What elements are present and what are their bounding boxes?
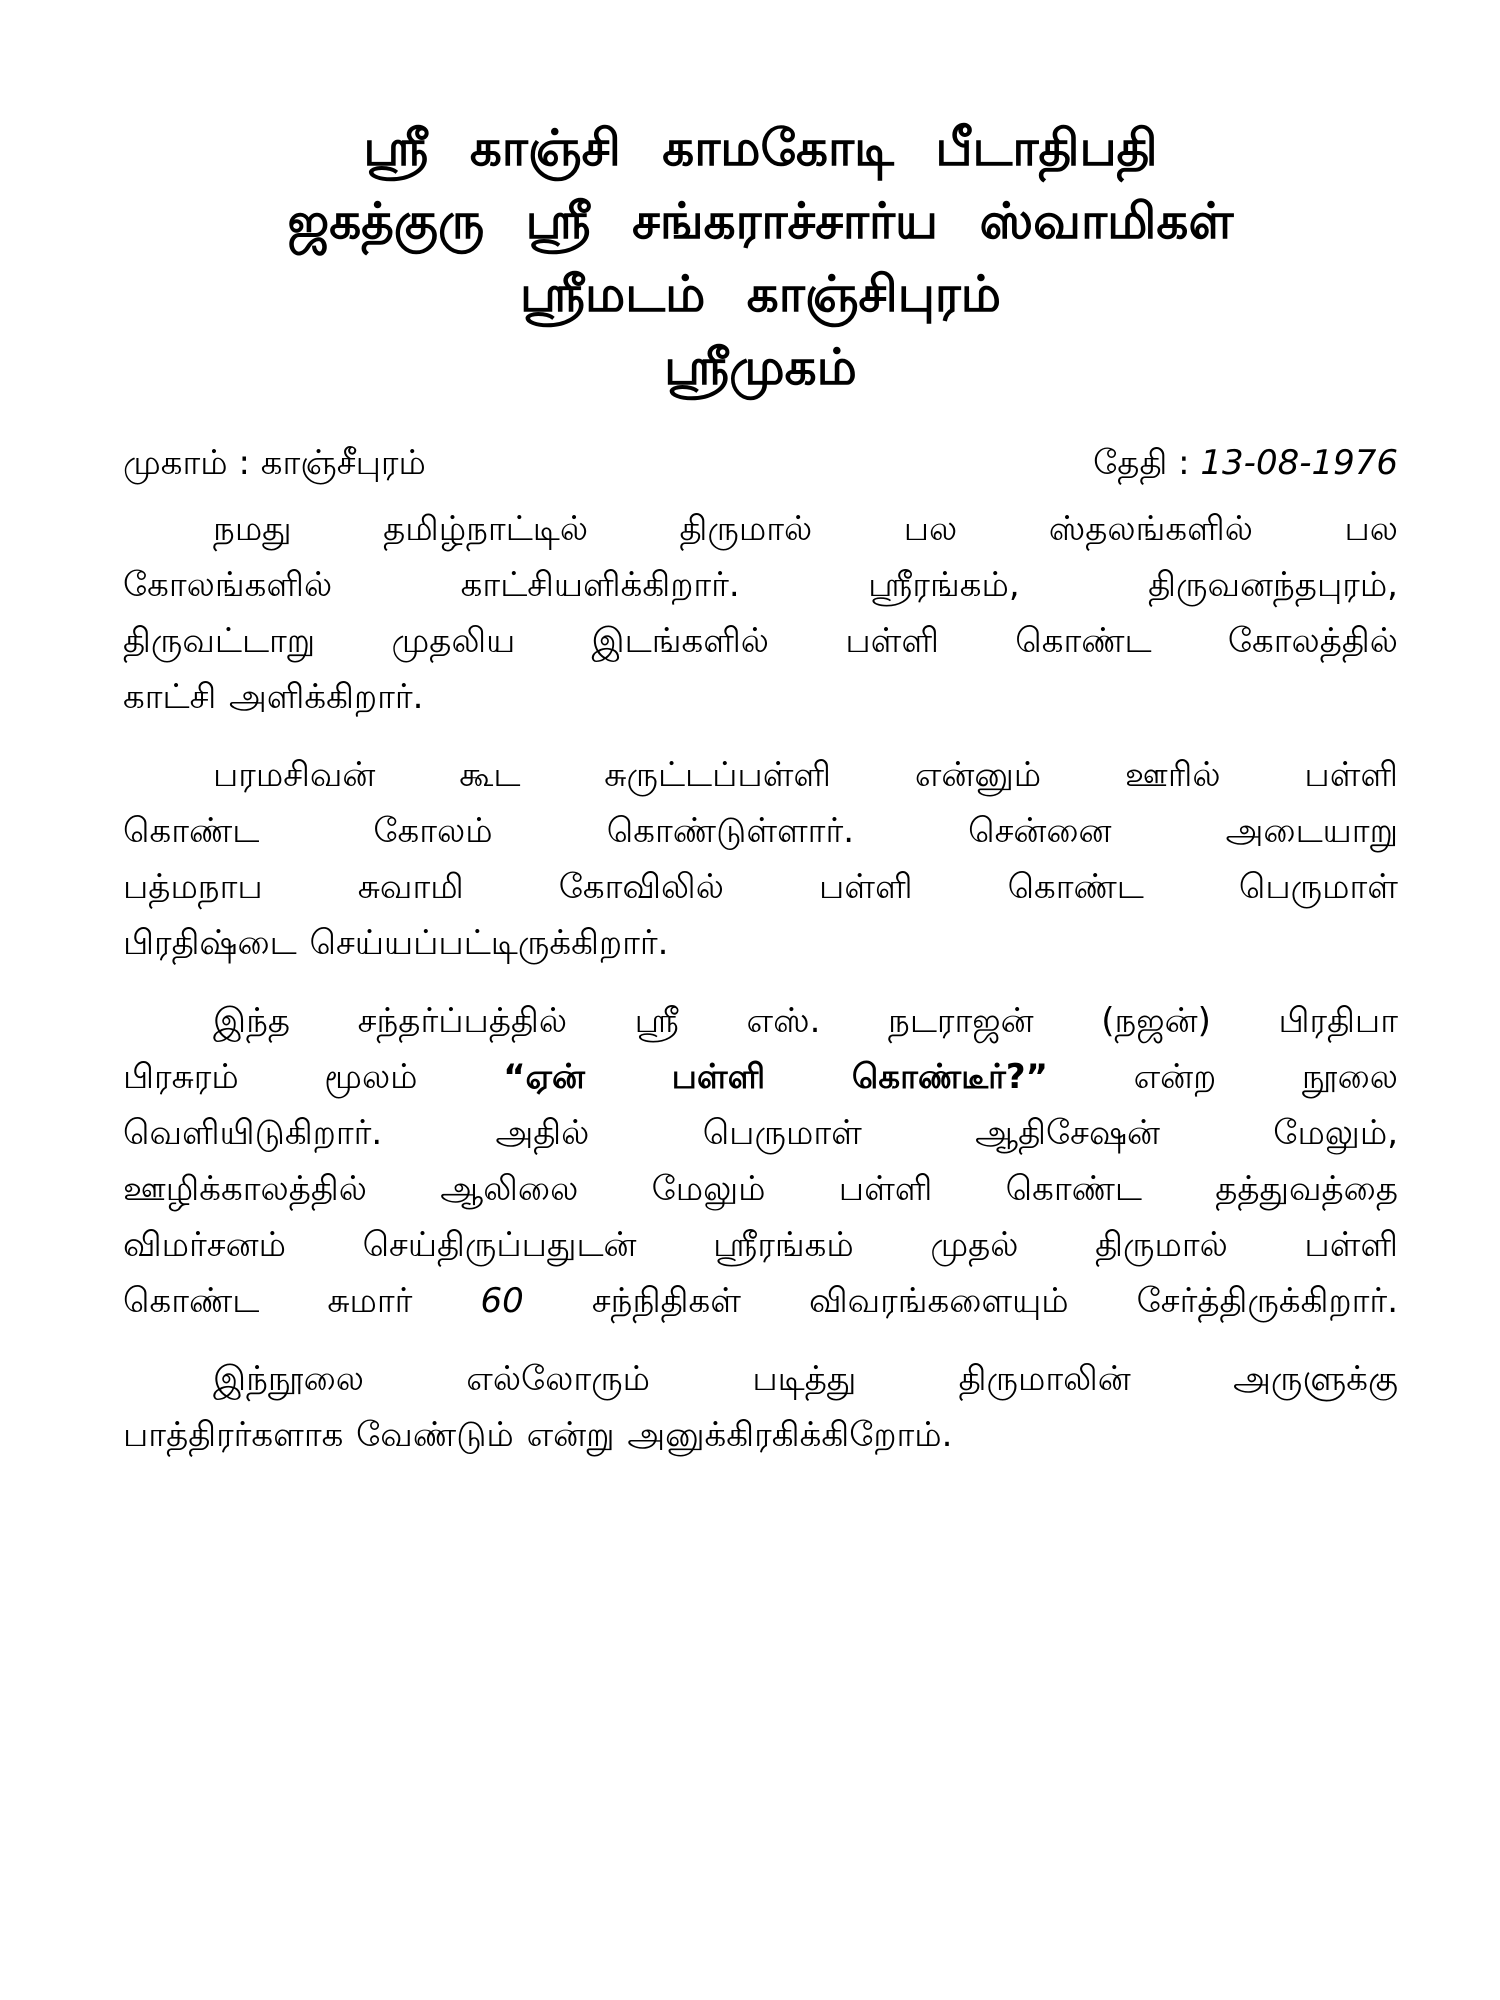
- title-line-3: ஸ்ரீமடம் காஞ்சிபுரம்: [520, 265, 1001, 323]
- line-text: பிரசுரம் மூலம்: [123, 1057, 418, 1097]
- date-label: தேதி: [1093, 443, 1168, 483]
- line-text: கொண்ட சுமார்: [123, 1281, 413, 1321]
- date-value: 13-08-1976: [1200, 443, 1398, 483]
- line-text: என்ற நூலை: [1133, 1057, 1398, 1097]
- document-content: [123, 112, 1398, 1463]
- camp-info: [123, 435, 426, 491]
- letterhead-title: [123, 112, 1398, 404]
- paragraph-line: காட்சி அளிக்கிறார்.: [123, 677, 424, 717]
- book-title: “ஏன் பள்ளி கொண்டீர்?”: [503, 1057, 1048, 1097]
- paragraph-line: விமர்சனம் செய்திருப்பதுடன் ஸ்ரீரங்கம் முதல் திருமால் பள்ளி: [123, 1225, 1398, 1265]
- title-line-2: ஜகத்குரு ஸ்ரீ சங்கராச்சார்ய ஸ்வாமிகள்: [287, 192, 1234, 250]
- paragraph-line: பிரதிஷ்டை செய்யப்பட்டிருக்கிறார்.: [123, 923, 669, 963]
- paragraph-line: [123, 1273, 1398, 1329]
- paragraph-line: ஊழிக்காலத்தில் ஆலிலை மேலும் பள்ளி கொண்ட தத்துவத்தை: [123, 1169, 1398, 1209]
- title-line-1: ஸ்ரீ காஞ்சி காமகோடி பீடாதிபதி: [363, 119, 1158, 177]
- paragraph-line: கோலங்களில் காட்சியளிக்கிறார். ஸ்ரீரங்கம், திருவனந்தபுரம்,: [123, 565, 1398, 605]
- date-info: [1093, 435, 1398, 491]
- camp-value: காஞ்சீபுரம்: [260, 443, 426, 483]
- paragraph-3: [123, 993, 1398, 1329]
- paragraph-line: பாத்திரர்களாக வேண்டும் என்று அனுக்கிரகிக்கிறோம்.: [123, 1415, 953, 1455]
- paragraph-line: [123, 1049, 1398, 1105]
- paragraph-2: [123, 747, 1398, 971]
- paragraph-line: திருவட்டாறு முதலிய இடங்களில் பள்ளி கொண்ட கோலத்தில்: [123, 621, 1398, 661]
- paragraph-line: பத்மநாப சுவாமி கோவிலில் பள்ளி கொண்ட பெருமாள்: [123, 867, 1398, 907]
- line-text: சந்நிதிகள் விவரங்களையும் சேர்த்திருக்கிறார்.: [591, 1281, 1398, 1321]
- paragraph-line: கொண்ட கோலம் கொண்டுள்ளார். சென்னை அடையாறு: [123, 811, 1398, 851]
- paragraph-1: [123, 501, 1398, 725]
- paragraph-line: நமது தமிழ்நாட்டில் திருமால் பல ஸ்தலங்களில் பல: [213, 509, 1398, 549]
- paragraph-line: பரமசிவன் கூட சுருட்டப்பள்ளி என்னும் ஊரில் பள்ளி: [213, 755, 1398, 795]
- date-separator: :: [1178, 443, 1190, 483]
- paragraph-line: இந்த சந்தர்ப்பத்தில் ஸ்ரீ எஸ். நடராஜன் (நஜன்) பிரதிபா: [213, 1001, 1398, 1041]
- camp-label: முகாம்: [123, 443, 228, 483]
- camp-separator: :: [238, 443, 250, 483]
- paragraph-line: வெளியிடுகிறார். அதில் பெருமாள் ஆதிசேஷன் மேலும்,: [123, 1113, 1398, 1153]
- camp-date-row: [123, 435, 1398, 491]
- paragraph-4: [123, 1351, 1398, 1463]
- title-line-4: ஸ்ரீமுகம்: [664, 338, 857, 396]
- shrine-count: 60: [480, 1281, 524, 1321]
- paragraph-line: இந்நூலை எல்லோரும் படித்து திருமாலின் அருளுக்கு: [213, 1359, 1398, 1399]
